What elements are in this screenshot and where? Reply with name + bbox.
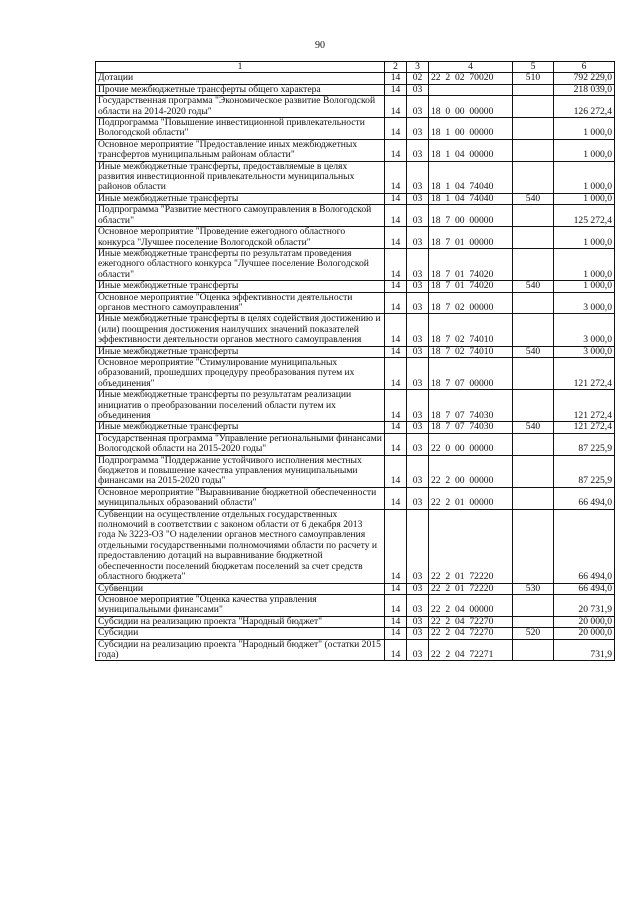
table-row bbox=[96, 594, 615, 616]
row-target-article: 18 1 04 74040 bbox=[429, 193, 513, 204]
table-row bbox=[96, 509, 615, 583]
row-target-article: 22 2 01 72220 bbox=[429, 583, 513, 594]
row-subsection: 03 bbox=[407, 616, 429, 627]
row-section: 14 bbox=[385, 583, 407, 594]
row-target-article: 18 7 00 00000 bbox=[429, 205, 513, 227]
row-target-article: 18 7 07 74030 bbox=[429, 422, 513, 433]
row-section: 14 bbox=[385, 628, 407, 639]
row-name: Основное мероприятие "Выравнивание бюджетной обеспеченности муниципальных образований области" bbox=[96, 487, 385, 509]
row-amount: 3 000,0 bbox=[554, 346, 615, 357]
row-name: Государственная программа "Управление региональными финансами Вологодской области на 2015-2020 годы" bbox=[96, 433, 385, 455]
row-name: Основное мероприятие "Предоставление иных межбюджетных трансфертов муниципальным районам области" bbox=[96, 139, 385, 161]
table-row bbox=[96, 73, 615, 84]
row-section: 14 bbox=[385, 227, 407, 249]
table-row bbox=[96, 433, 615, 455]
row-expense-type bbox=[513, 84, 554, 95]
table-row bbox=[96, 248, 615, 280]
row-amount: 1 000,0 bbox=[554, 193, 615, 204]
column-header: 2 bbox=[385, 62, 407, 73]
row-target-article: 22 2 04 00000 bbox=[429, 594, 513, 616]
row-name: Дотации bbox=[96, 73, 385, 84]
row-expense-type: 540 bbox=[513, 346, 554, 357]
row-target-article: 18 1 04 00000 bbox=[429, 139, 513, 161]
row-section: 14 bbox=[385, 118, 407, 140]
row-amount: 1 000,0 bbox=[554, 281, 615, 292]
row-expense-type bbox=[513, 139, 554, 161]
row-amount: 121 272,4 bbox=[554, 357, 615, 389]
table-row bbox=[96, 390, 615, 422]
table-row bbox=[96, 84, 615, 95]
row-expense-type bbox=[513, 96, 554, 118]
column-header: 4 bbox=[429, 62, 513, 73]
table-row bbox=[96, 616, 615, 627]
row-expense-type bbox=[513, 292, 554, 314]
row-expense-type: 540 bbox=[513, 422, 554, 433]
row-expense-type bbox=[513, 455, 554, 487]
row-amount: 125 272,4 bbox=[554, 205, 615, 227]
row-subsection: 03 bbox=[407, 594, 429, 616]
row-target-article: 22 2 00 00000 bbox=[429, 455, 513, 487]
row-amount: 218 039,0 bbox=[554, 84, 615, 95]
row-amount: 126 272,4 bbox=[554, 96, 615, 118]
row-section: 14 bbox=[385, 292, 407, 314]
row-target-article: 18 7 01 74020 bbox=[429, 281, 513, 292]
row-subsection: 03 bbox=[407, 193, 429, 204]
row-section: 14 bbox=[385, 639, 407, 661]
row-expense-type: 530 bbox=[513, 583, 554, 594]
row-subsection: 03 bbox=[407, 118, 429, 140]
row-target-article: 18 7 02 74010 bbox=[429, 314, 513, 346]
row-expense-type bbox=[513, 357, 554, 389]
row-section: 14 bbox=[385, 594, 407, 616]
row-section: 14 bbox=[385, 73, 407, 84]
row-section: 14 bbox=[385, 139, 407, 161]
row-amount: 20 000,0 bbox=[554, 616, 615, 627]
row-name: Иные межбюджетные трансферты bbox=[96, 422, 385, 433]
row-target-article: 22 0 00 00000 bbox=[429, 433, 513, 455]
row-amount: 87 225,9 bbox=[554, 433, 615, 455]
row-amount: 1 000,0 bbox=[554, 118, 615, 140]
row-expense-type bbox=[513, 205, 554, 227]
table-row bbox=[96, 227, 615, 249]
row-name: Иные межбюджетные трансферты bbox=[96, 281, 385, 292]
row-name: Основное мероприятие "Оценка качества управления муниципальными финансами" bbox=[96, 594, 385, 616]
row-subsection: 03 bbox=[407, 96, 429, 118]
table-row bbox=[96, 292, 615, 314]
table-row bbox=[96, 118, 615, 140]
row-expense-type bbox=[513, 616, 554, 627]
row-target-article: 18 7 07 00000 bbox=[429, 357, 513, 389]
row-target-article: 18 7 07 74030 bbox=[429, 390, 513, 422]
row-section: 14 bbox=[385, 161, 407, 193]
row-section: 14 bbox=[385, 193, 407, 204]
table-row bbox=[96, 583, 615, 594]
row-target-article: 18 1 04 74040 bbox=[429, 161, 513, 193]
row-section: 14 bbox=[385, 390, 407, 422]
row-amount: 66 494,0 bbox=[554, 509, 615, 583]
row-amount: 20 731,9 bbox=[554, 594, 615, 616]
row-section: 14 bbox=[385, 357, 407, 389]
table-row bbox=[96, 193, 615, 204]
row-name: Основное мероприятие "Проведение ежегодного областного конкурса "Лучшее поселение Вологодской области" bbox=[96, 227, 385, 249]
row-expense-type bbox=[513, 594, 554, 616]
row-target-article: 22 2 04 72270 bbox=[429, 628, 513, 639]
row-subsection: 03 bbox=[407, 455, 429, 487]
row-amount: 3 000,0 bbox=[554, 292, 615, 314]
row-name: Субвенции на осуществление отдельных государственных полномочий в соответствии с законом области от 6 декабря 2013 года № 3223-ОЗ "О наделении органов местного самоуправления отдельными государственными полномочиями области по расчету и предоставлению дотаций на выравнивание бюджетной обеспеченности поселений бюджетам поселений за счет средств областного бюджета" bbox=[96, 509, 385, 583]
row-name: Иные межбюджетные трансферты bbox=[96, 346, 385, 357]
row-name: Субсидии на реализацию проекта "Народный бюджет" bbox=[96, 616, 385, 627]
row-subsection: 02 bbox=[407, 73, 429, 84]
row-subsection: 03 bbox=[407, 292, 429, 314]
table-row bbox=[96, 357, 615, 389]
row-amount: 731,9 bbox=[554, 639, 615, 661]
row-section: 14 bbox=[385, 422, 407, 433]
row-section: 14 bbox=[385, 248, 407, 280]
row-expense-type bbox=[513, 227, 554, 249]
row-amount: 121 272,4 bbox=[554, 422, 615, 433]
table-row bbox=[96, 346, 615, 357]
row-amount: 1 000,0 bbox=[554, 227, 615, 249]
row-subsection: 03 bbox=[407, 422, 429, 433]
row-subsection: 03 bbox=[407, 639, 429, 661]
row-expense-type bbox=[513, 248, 554, 280]
column-header: 5 bbox=[513, 62, 554, 73]
table-row bbox=[96, 639, 615, 661]
row-section: 14 bbox=[385, 346, 407, 357]
row-expense-type bbox=[513, 433, 554, 455]
row-target-article: 22 2 01 72220 bbox=[429, 509, 513, 583]
row-expense-type: 520 bbox=[513, 628, 554, 639]
row-name: Подпрограмма "Поддержание устойчивого исполнения местных бюджетов и повышение качества управления муниципальными финансами на 2015-2020 годы" bbox=[96, 455, 385, 487]
row-expense-type bbox=[513, 509, 554, 583]
table-row bbox=[96, 96, 615, 118]
row-section: 14 bbox=[385, 205, 407, 227]
row-target-article: 22 2 02 70020 bbox=[429, 73, 513, 84]
row-target-article: 22 2 04 72270 bbox=[429, 616, 513, 627]
row-target-article bbox=[429, 84, 513, 95]
row-section: 14 bbox=[385, 487, 407, 509]
table-row bbox=[96, 161, 615, 193]
row-amount: 20 000,0 bbox=[554, 628, 615, 639]
row-amount: 66 494,0 bbox=[554, 583, 615, 594]
row-section: 14 bbox=[385, 96, 407, 118]
row-expense-type bbox=[513, 314, 554, 346]
row-section: 14 bbox=[385, 433, 407, 455]
row-subsection: 03 bbox=[407, 509, 429, 583]
row-subsection: 03 bbox=[407, 346, 429, 357]
row-name: Субсидии на реализацию проекта "Народный бюджет" (остатки 2015 года) bbox=[96, 639, 385, 661]
row-name: Подпрограмма "Развитие местного самоуправления в Вологодской области" bbox=[96, 205, 385, 227]
table-row bbox=[96, 281, 615, 292]
row-name: Основное мероприятие "Стимулирование муниципальных образований, прошедших процедуру преобразования путем их объединения" bbox=[96, 357, 385, 389]
row-name: Иные межбюджетные трансферты по результатам реализации инициатив о преобразовании поселений области путем их объединения bbox=[96, 390, 385, 422]
row-subsection: 03 bbox=[407, 281, 429, 292]
budget-table bbox=[95, 61, 615, 661]
table-row bbox=[96, 205, 615, 227]
row-amount: 792 229,0 bbox=[554, 73, 615, 84]
row-amount: 1 000,0 bbox=[554, 139, 615, 161]
page-number: 90 bbox=[315, 40, 325, 51]
table-row bbox=[96, 455, 615, 487]
row-subsection: 03 bbox=[407, 227, 429, 249]
row-name: Подпрограмма "Повышение инвестиционной привлекательности Вологодской области" bbox=[96, 118, 385, 140]
row-target-article: 18 1 00 00000 bbox=[429, 118, 513, 140]
row-name: Государственная программа "Экономическое развитие Вологодской области на 2014-2020 годы" bbox=[96, 96, 385, 118]
row-expense-type bbox=[513, 161, 554, 193]
row-name: Иные межбюджетные трансферты в целях содействия достижению и (или) поощрения достижения наилучших значений показателей эффективности деятельности органов местного самоуправления bbox=[96, 314, 385, 346]
row-name: Субвенции bbox=[96, 583, 385, 594]
row-amount: 66 494,0 bbox=[554, 487, 615, 509]
row-subsection: 03 bbox=[407, 314, 429, 346]
table-row bbox=[96, 422, 615, 433]
row-expense-type bbox=[513, 390, 554, 422]
row-section: 14 bbox=[385, 281, 407, 292]
row-amount: 121 272,4 bbox=[554, 390, 615, 422]
row-expense-type: 540 bbox=[513, 193, 554, 204]
row-subsection: 03 bbox=[407, 487, 429, 509]
row-expense-type: 510 bbox=[513, 73, 554, 84]
row-subsection: 03 bbox=[407, 84, 429, 95]
row-name: Основное мероприятие "Оценка эффективности деятельности органов местного самоуправления" bbox=[96, 292, 385, 314]
row-subsection: 03 bbox=[407, 248, 429, 280]
row-subsection: 03 bbox=[407, 390, 429, 422]
row-subsection: 03 bbox=[407, 205, 429, 227]
row-subsection: 03 bbox=[407, 357, 429, 389]
row-expense-type: 540 bbox=[513, 281, 554, 292]
table-row bbox=[96, 139, 615, 161]
row-amount: 1 000,0 bbox=[554, 161, 615, 193]
row-target-article: 18 7 01 00000 bbox=[429, 227, 513, 249]
row-target-article: 18 0 00 00000 bbox=[429, 96, 513, 118]
row-section: 14 bbox=[385, 314, 407, 346]
table-row bbox=[96, 487, 615, 509]
row-expense-type bbox=[513, 639, 554, 661]
row-name: Иные межбюджетные трансферты, предоставляемые в целях развития инвестиционной привлекательности муниципальных районов области bbox=[96, 161, 385, 193]
column-header: 3 bbox=[407, 62, 429, 73]
row-target-article: 22 2 01 00000 bbox=[429, 487, 513, 509]
row-name: Иные межбюджетные трансферты bbox=[96, 193, 385, 204]
column-header: 6 bbox=[554, 62, 615, 73]
table-row bbox=[96, 628, 615, 639]
row-amount: 87 225,9 bbox=[554, 455, 615, 487]
row-name: Субсидии bbox=[96, 628, 385, 639]
row-amount: 1 000,0 bbox=[554, 248, 615, 280]
table-row bbox=[96, 314, 615, 346]
row-subsection: 03 bbox=[407, 139, 429, 161]
row-section: 14 bbox=[385, 84, 407, 95]
row-section: 14 bbox=[385, 616, 407, 627]
row-name: Прочие межбюджетные трансферты общего характера bbox=[96, 84, 385, 95]
row-target-article: 18 7 01 74020 bbox=[429, 248, 513, 280]
row-target-article: 18 7 02 74010 bbox=[429, 346, 513, 357]
row-name: Иные межбюджетные трансферты по результатам проведения ежегодного областного конкурса "Лучшее поселение Вологодской области" bbox=[96, 248, 385, 280]
row-subsection: 03 bbox=[407, 583, 429, 594]
row-section: 14 bbox=[385, 455, 407, 487]
row-target-article: 18 7 02 00000 bbox=[429, 292, 513, 314]
column-header: 1 bbox=[96, 62, 385, 73]
header-row bbox=[96, 62, 615, 73]
row-amount: 3 000,0 bbox=[554, 314, 615, 346]
row-target-article: 22 2 04 72271 bbox=[429, 639, 513, 661]
row-expense-type bbox=[513, 487, 554, 509]
row-expense-type bbox=[513, 118, 554, 140]
row-section: 14 bbox=[385, 509, 407, 583]
row-subsection: 03 bbox=[407, 161, 429, 193]
row-subsection: 03 bbox=[407, 628, 429, 639]
row-subsection: 03 bbox=[407, 433, 429, 455]
